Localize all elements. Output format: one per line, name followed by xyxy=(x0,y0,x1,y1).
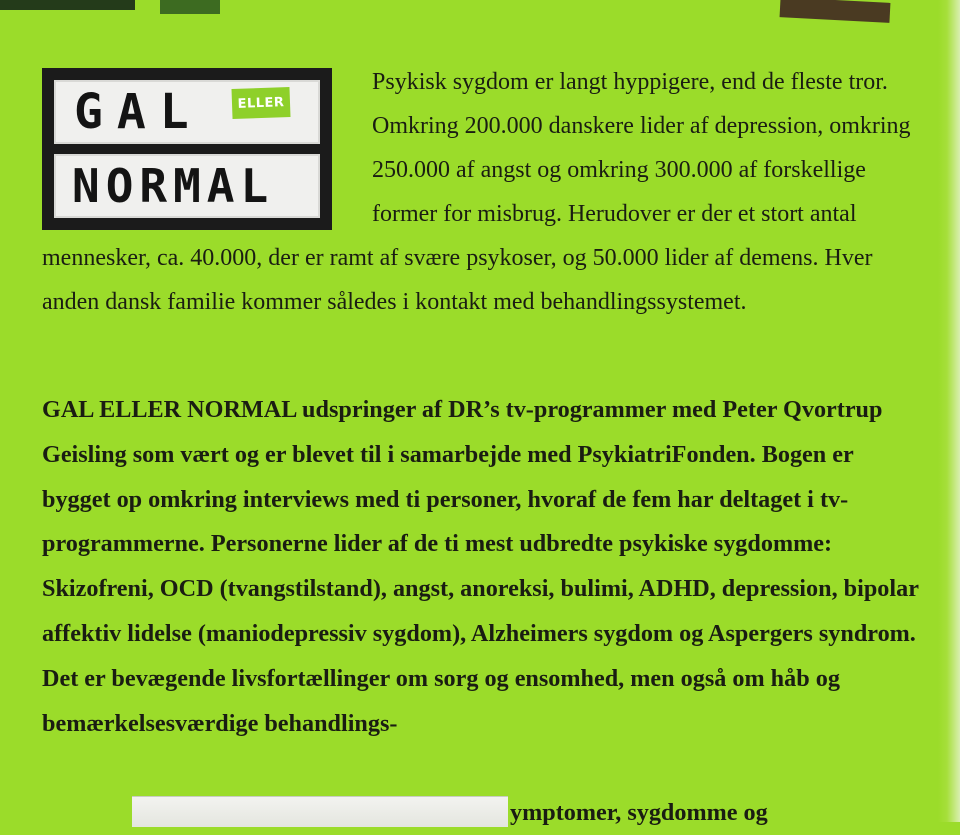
description-paragraph xyxy=(42,388,922,746)
logo-word-gal: GAL xyxy=(74,84,203,140)
page-edge xyxy=(938,0,960,822)
description-text: GAL ELLER NORMAL udspringer af DR’s tv-programmer med Peter Qvortrup Geisling som vært og er blevet til i samarbejde med PsykiatriFonden. Bogen er bygget op omkring interviews med ti personer, hvoraf de fem har deltaget i tv-programmerne. Personerne lider af de ti mest udbredte psykiske sygdomme: Skizofreni, OCD (tvangstilstand), angst, anoreksi, bulimi, ADHD, depression, bipolar affektiv lidelse (maniodepressiv sygdom), Alzheimers sygdom og Aspergers syndrom. Det er bevægende livsfortællinger om sorg og ensomhed, men også om håb og bemærkelsesværdige behandlings- xyxy=(42,396,919,737)
top-edge-strip xyxy=(780,0,891,23)
logo-eller-badge: ELLER xyxy=(231,87,290,119)
intro-text: Psykisk sygdom er langt hyppigere, end de fleste tror. Omkring 200.000 danskere lider af depression, omkring 250.000 af angst og omkring 300.000 af forskellige former for misbrug. Herudover er der et stort antal mennesker, ca. 40.000, der er ramt af svære psykoser, og 50.000 lider af demens. Hver anden dansk familie kommer således i kontakt med behandlingssystemet. xyxy=(42,69,911,315)
cut-off-text: ymptomer, sygdomme og xyxy=(510,799,768,826)
top-edge-strip xyxy=(160,0,220,14)
bottom-edge xyxy=(0,800,132,822)
top-edge-strip xyxy=(0,0,135,10)
logo-row-2 xyxy=(54,154,320,218)
price-sticker xyxy=(132,796,508,827)
logo-word-normal: NORMAL xyxy=(72,159,275,213)
book-logo xyxy=(42,68,332,230)
